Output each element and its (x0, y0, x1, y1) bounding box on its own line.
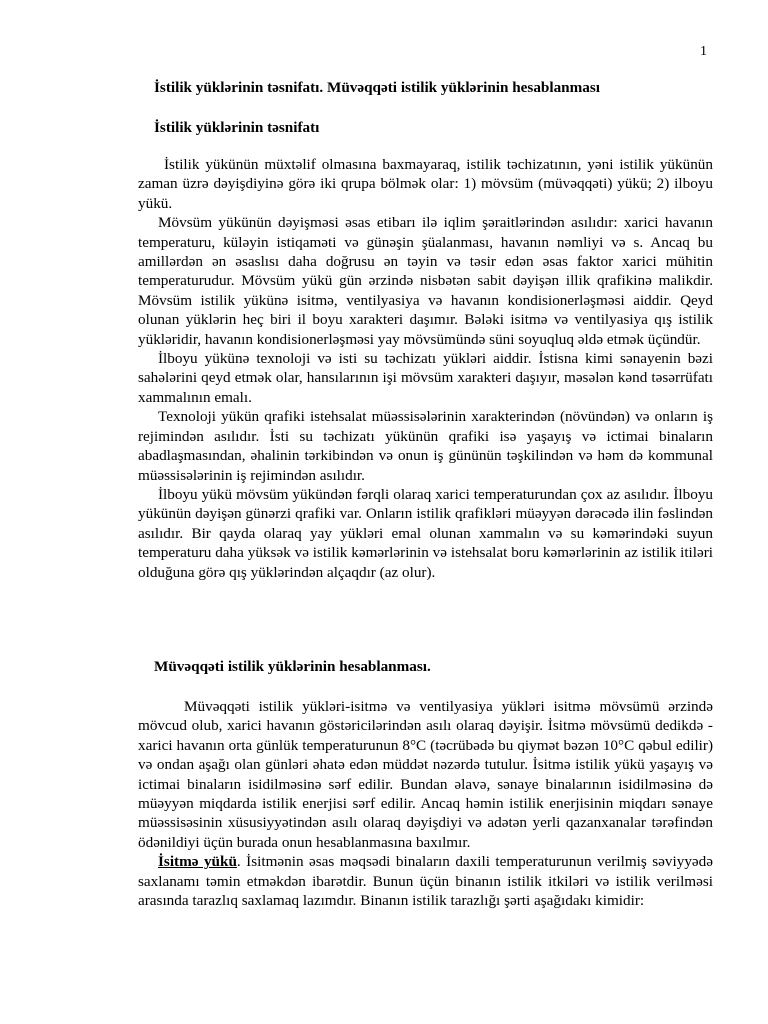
section-body-classification (138, 155, 713, 582)
section-body-calculation (138, 697, 713, 910)
document-title: İstilik yüklərinin təsnifatı. Müvəqqəti istilik yüklərinin hesablanması (154, 79, 600, 96)
paragraph (138, 852, 713, 910)
paragraph: İlboyu yükü mövsüm yükündən fərqli olaraq xarici temperaturundan çox az asılıdır. İlboyu yükünün dəyişən günərzi qrafiki var. Onların istilik qrafikləri müəyyən dərəcədə ilin fəslindən asılıdır. Bir qayda olaraq yay yükləri emal olunan xammalın və su kəmərindəki suyun temperaturu daha yüksək və istilik kəmərlərinin və istehsalat boru kəmərlərinin az istilik itiləri olduğuna görə qış yüklərindən alçaqdır (az olur). (138, 485, 713, 581)
paragraph: İstilik yükünün müxtəlif olmasına baxmayaraq, istilik təchizatının, yəni istilik yükünün zaman üzrə dəyişdiyinə görə iki qrupa bölmək olar: 1) mövsüm (müvəqqəti) yükü; 2) ilboyu yükü. (138, 156, 713, 212)
paragraph: İlboyu yükünə texnoloji və isti su təchizatı yükləri aiddir. İstisna kimi sənayenin bəzi sahələrini qeyd etmək olar, hansılarının işi mövsüm xarakteri daşıyır, məsələn kənd təsərrüfatı xammalının emalı. (138, 350, 713, 406)
page-number: 1 (700, 44, 707, 59)
paragraph: Texnoloji yükün qrafiki istehsalat müəssisələrinin xarakterindən (növündən) və onların iş rejimindən asılıdır. İsti su təchizatı yükünün qrafiki isə yaşayış və ictimai binaların abadlaşmasından, əhalinin tərkibindən və onun iş gününün təşkilindən və həm də kommunal müəssisələrinin iş rejimindən asılıdır. (138, 408, 713, 484)
paragraph-text: . İsitmənin əsas məqsədi binaların daxili temperaturunun verilmiş səviyyədə saxlanamı təmin etməkdən ibarətdir. Bunun üçün binanın istilik itkiləri və istilik verilməsi arasında tarazlıq saxlamaq lazımdır. Binanın istilik tarazlığı şərti aşağıdakı kimidir: (138, 853, 713, 910)
paragraph: Müvəqqəti istilik yükləri-isitmə və ventilyasiya yükləri isitmə mövsümü ərzində mövcud olub, xarici havanın göstəricilərindən asılı olaraq dəyişir. İsitmə mövsümü dedikdə - xarici havanın orta günlük temperaturunun 8°C (təcrübədə bu qiymət bəzən 10°C qəbul edilir) və ondan aşağı olan günləri əhatə edən müddət nəzərdə tutulur. İsitmə istilik yükü yaşayış və ictimai binaların isidilməsinə sərf edilir. Bundan əlavə, sənaye binalarının isidilməsinə də müəyyən miqdarda istilik enerjisi sərf edilir. Ancaq həmin istilik enerjisinin miqdarı sənaye müəssisəsinin xüsusiyyətindən asılı olaraq dəyişdiyi və adətən yerli qazanxanalar tərəfindən ödənildiyi üçün burada onun hesablanmasına baxılmır. (138, 698, 713, 851)
paragraph: Mövsüm yükünün dəyişməsi əsas etibarı ilə iqlim şəraitlərindən asılıdır: xarici havanın temperaturu, küləyin istiqaməti və günəşin şüalanması, havanın nəmliyi və s. Ancaq bu amillərdən ən əsaslısı daha doğrusu ən təyin və təsir edən əsas faktor xarici mühitin temperaturudur. Mövsüm yükü gün ərzində nisbətən sabit dəyişən illik qrafikinə malikdir. Mövsüm istilik yükünə isitmə, ventilyasiya və havanın kondisionerləşməsi aiddir. Qeyd olunan yüklərin heç biri il boyu xarakteri daşımır. Bələki isitmə və ventilyasiya qış istilik yükləridir, havanın kondisionerləşməsi yay mövsümündə süni soyuqluq əldə etmək üçündür. (138, 214, 713, 348)
section-heading-classification: İstilik yüklərinin təsnifatı (154, 119, 320, 136)
section-heading-calculation: Müvəqqəti istilik yüklərinin hesablanması. (154, 658, 431, 675)
defined-term: İsitmə yükü (158, 853, 237, 871)
